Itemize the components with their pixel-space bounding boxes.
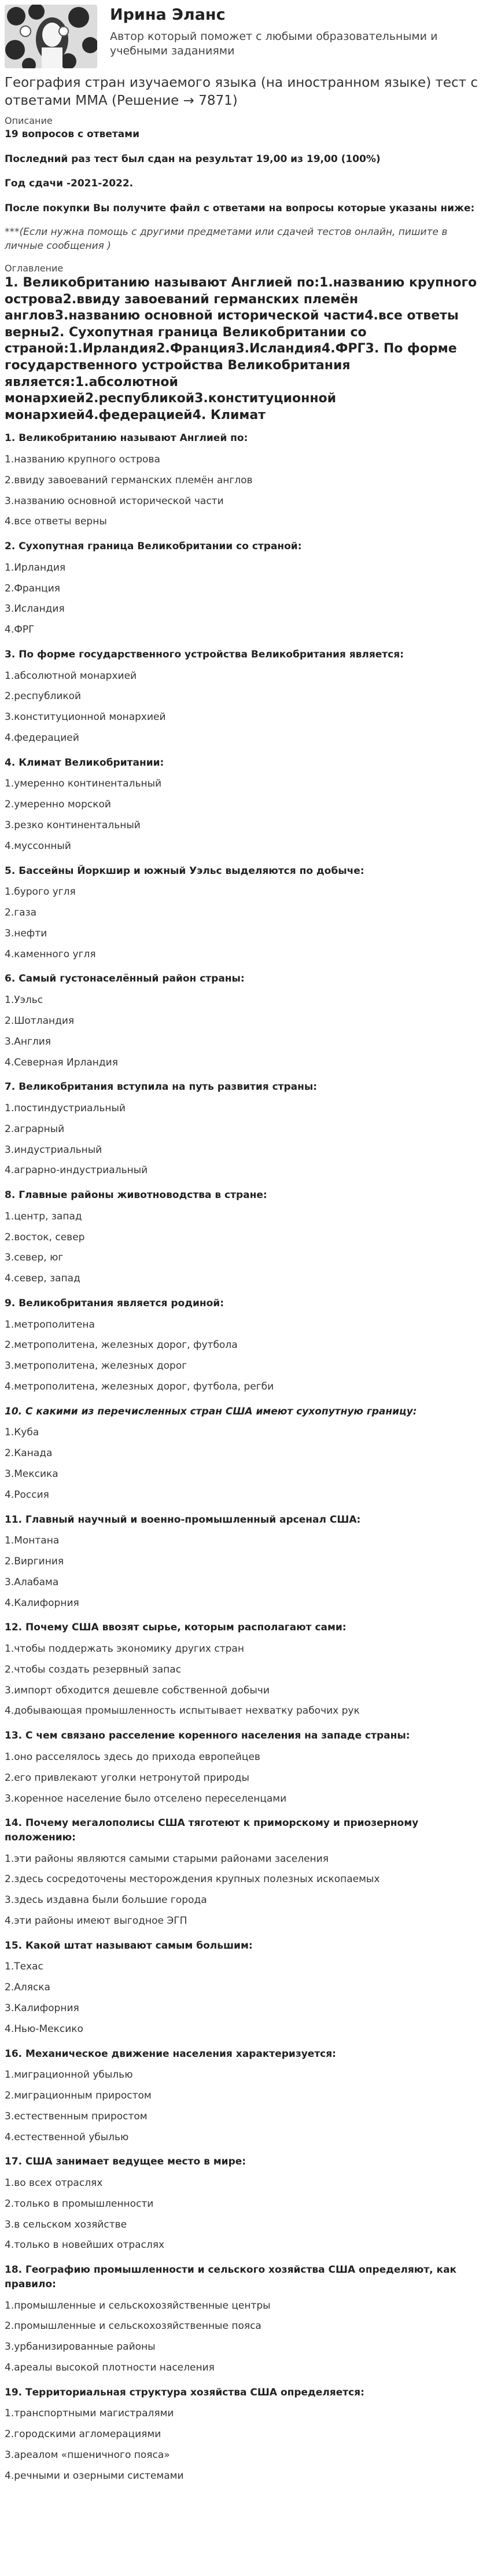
answer-option: 2.Аляска bbox=[5, 1982, 50, 1994]
answer-option: 1.метрополитена bbox=[5, 1318, 95, 1331]
question-title: 5. Бассейны Йоркшир и южный Уэльс выделяются по добыче: bbox=[5, 865, 364, 877]
question-title: 16. Механическое движение населения характеризуется: bbox=[5, 2048, 336, 2060]
answer-option: 2.аграрный bbox=[5, 1123, 65, 1135]
answer-option: 4.Северная Ирландия bbox=[5, 1056, 118, 1068]
question-title: 6. Самый густонаселённый район страны: bbox=[5, 973, 245, 985]
answer-option: 1.миграционной убылью bbox=[5, 2069, 133, 2081]
author-name[interactable]: Ирина Эланс bbox=[110, 6, 226, 24]
author-photo-icon bbox=[5, 5, 97, 68]
answer-option: 2.Канада bbox=[5, 1447, 53, 1460]
question-block bbox=[0, 640, 490, 748]
answer-option: 3.импорт обходится дешевле собственной добычи bbox=[5, 1684, 270, 1696]
question-block bbox=[0, 2147, 490, 2255]
answer-option: 4.добывающая промышленность испытывает нехватку рабочих рук bbox=[5, 1705, 360, 1717]
answer-option: 4.Калифорния bbox=[5, 1597, 79, 1609]
question-title: 15. Какой штат называют самым большим: bbox=[5, 1939, 253, 1952]
answer-option: 2.чтобы создать резервный запас bbox=[5, 1663, 182, 1675]
answer-option: 3.естественным приростом bbox=[5, 2110, 148, 2122]
answer-option: 2.Виргиния bbox=[5, 1556, 64, 1568]
answer-option: 4.муссонный bbox=[5, 840, 71, 852]
question-block bbox=[0, 1809, 490, 1931]
answer-option: 2.его привлекают уголки нетронутой природы bbox=[5, 1772, 249, 1784]
answer-option: 2.здесь сосредоточены месторождения крупных полезных ископаемых bbox=[5, 1873, 380, 1886]
answer-option: 1.чтобы поддержать экономику других стран bbox=[5, 1643, 244, 1655]
question-block bbox=[0, 2040, 490, 2148]
answer-option: 4.аграрно-индустриальный bbox=[5, 1164, 148, 1177]
answer-option: 3.конституционной монархией bbox=[5, 711, 166, 723]
question-block bbox=[0, 532, 490, 640]
answer-option: 3.коренное население было отселено переселенцами bbox=[5, 1792, 287, 1805]
answer-option: 4.Нью-Мексико bbox=[5, 2023, 83, 2035]
answer-option: 1.абсолютной монархией bbox=[5, 670, 137, 682]
question-block bbox=[0, 1181, 490, 1289]
answer-option: 4.только в новейших отраслях bbox=[5, 2239, 165, 2251]
answer-option: 2.промышленные и сельскохозяйственные пояса bbox=[5, 2320, 261, 2332]
answer-option: 2.республикой bbox=[5, 690, 82, 703]
question-title: 19. Территориальная структура хозяйства США определяется: bbox=[5, 2386, 364, 2398]
questions-list bbox=[0, 424, 490, 2486]
answer-option: 3.север, юг bbox=[5, 1252, 64, 1264]
question-block bbox=[0, 857, 490, 965]
answer-option: 4.все ответы верны bbox=[5, 516, 107, 528]
answer-option: 4.естественной убылью bbox=[5, 2131, 129, 2143]
answer-option: 4.Россия bbox=[5, 1489, 49, 1501]
answer-option: 2.только в промышленности bbox=[5, 2197, 154, 2210]
author-header bbox=[0, 0, 490, 68]
question-block bbox=[0, 964, 490, 1072]
question-title: 14. Почему мегалополисы США тяготеют к приморскому и приозерному положению: bbox=[5, 1817, 419, 1843]
question-title: 12. Почему США ввозят сырье, которым располагают сами: bbox=[5, 1622, 347, 1634]
answer-option: 1.эти районы являются самыми старыми районами заселения bbox=[5, 1853, 329, 1865]
toc-text: 1. Великобританию называют Англией по:1.названию крупного острова2.ввиду завоеваний германских племён англов3.названию основной исторической части4.все ответы верны2. Сухопутная граница Великобритании со страной:1.Ирландия2.Франция3.Исландия4.ФРГ3. По форме государственного устройства Великобритания является:1.абсолютной монархией2.республикой3.конституционной монархией4.федерацией4. Климат bbox=[5, 275, 477, 422]
question-title: 9. Великобритания является родиной: bbox=[5, 1297, 224, 1309]
answer-option: 4.федерацией bbox=[5, 732, 79, 744]
answer-option: 3.Алабама bbox=[5, 1576, 59, 1588]
answer-option: 2.Шотландия bbox=[5, 1015, 75, 1027]
question-title: 11. Главный научный и военно-промышленный арсенал США: bbox=[5, 1513, 361, 1526]
answer-option: 3.ареалом «пшеничного пояса» bbox=[5, 2449, 170, 2461]
question-block bbox=[0, 748, 490, 857]
question-block bbox=[0, 1613, 490, 1721]
question-title: 7. Великобритания вступила на путь развития страны: bbox=[5, 1081, 318, 1093]
answer-option: 1.Ирландия bbox=[5, 561, 66, 574]
answer-option: 1.Техас bbox=[5, 1961, 43, 1973]
question-block bbox=[0, 1505, 490, 1614]
answer-option: 1.Монтана bbox=[5, 1535, 60, 1547]
questions-count: 19 вопросов с ответами bbox=[5, 128, 139, 141]
answer-option: 4.ареалы высокой плотности населения bbox=[5, 2361, 215, 2373]
answer-option: 3.метрополитена, железных дорог bbox=[5, 1360, 187, 1372]
answer-option: 1.промышленные и сельскохозяйственные центры bbox=[5, 2299, 271, 2312]
question-title: 3. По форме государственного устройства Великобритания является: bbox=[5, 649, 404, 660]
answer-option: 1.постиндустриальный bbox=[5, 1102, 126, 1114]
exam-year: Год сдачи -2021-2022. bbox=[5, 178, 134, 190]
answer-option: 2.ввиду завоеваний германских племён англов bbox=[5, 474, 253, 486]
question-title: 13. С чем связано расселение коренного населения на западе страны: bbox=[5, 1730, 410, 1742]
answer-option: 4.каменного угля bbox=[5, 948, 96, 960]
answer-option: 3.индустриальный bbox=[5, 1144, 102, 1156]
answer-option: 3.урбанизированные районы bbox=[5, 2341, 156, 2353]
question-title: 1. Великобританию называют Англией по: bbox=[5, 432, 248, 444]
question-block bbox=[0, 1072, 490, 1181]
author-info bbox=[97, 5, 469, 58]
answer-option: 3.нефти bbox=[5, 927, 47, 939]
answer-option: 1.во всех отраслях bbox=[5, 2177, 103, 2189]
answer-option: 4.север, запад bbox=[5, 1273, 80, 1285]
answer-option: 1.умеренно континентальный bbox=[5, 778, 162, 790]
question-block bbox=[0, 1397, 490, 1505]
answer-option: 1.центр, запад bbox=[5, 1210, 82, 1222]
answer-option: 3.резко континентальный bbox=[5, 820, 141, 832]
question-block bbox=[0, 1289, 490, 1397]
question-block bbox=[0, 1721, 490, 1809]
author-avatar[interactable] bbox=[5, 5, 97, 68]
description-label: Описание bbox=[5, 115, 53, 127]
question-title: 10. С какими из перечисленных стран США имеют сухопутную границу: bbox=[5, 1405, 417, 1417]
purchase-note: После покупки Вы получите файл с ответами на вопросы которые указаны ниже: bbox=[5, 203, 475, 215]
answer-option: 1.названию крупного острова bbox=[5, 453, 160, 465]
help-note: ***(Если нужна помощь с другими предметами или сдачей тестов онлайн, пишите в личные сообщения ) bbox=[5, 226, 448, 252]
answer-option: 2.миграционным приростом bbox=[5, 2090, 152, 2102]
answer-option: 2.газа bbox=[5, 907, 37, 919]
answer-option: 3.здесь издавна были большие города bbox=[5, 1894, 207, 1906]
question-title: 18. Географию промышленности и сельского хозяйства США определяют, как правило: bbox=[5, 2264, 457, 2290]
answer-option: 1.бурого угля bbox=[5, 886, 76, 898]
answer-option: 4.ФРГ bbox=[5, 624, 35, 636]
answer-option: 1.оно расселялось здесь до прихода европейцев bbox=[5, 1751, 260, 1763]
question-title: 8. Главные районы животноводства в стране: bbox=[5, 1189, 267, 1201]
question-title: 2. Сухопутная граница Великобритании со страной: bbox=[5, 541, 302, 553]
toc-label: Оглавление bbox=[5, 263, 64, 274]
question-block bbox=[0, 1931, 490, 2040]
answer-option: 2.умеренно морской bbox=[5, 799, 111, 811]
answer-option: 4.метрополитена, железных дорог, футбола, регби bbox=[5, 1381, 274, 1392]
answer-option: 4.речными и озерными системами bbox=[5, 2470, 184, 2482]
answer-option: 2.метрополитена, железных дорог, футбола bbox=[5, 1339, 238, 1351]
question-title: 4. Климат Великобритании: bbox=[5, 756, 164, 769]
answer-option: 1.Куба bbox=[5, 1427, 39, 1439]
question-block bbox=[0, 424, 490, 532]
last-result: Последний раз тест был сдан на результат 19,00 из 19,00 (100%) bbox=[5, 153, 381, 165]
question-title: 17. США занимает ведущее место в мире: bbox=[5, 2156, 246, 2168]
answer-option: 1.транспортными магистралями bbox=[5, 2408, 174, 2420]
answer-option: 3.Исландия bbox=[5, 603, 65, 615]
page-title: География стран изучаемого языка (на иностранном языке) тест с ответами ММА (Решение → 7871) bbox=[5, 75, 478, 108]
answer-option: 3.в сельском хозяйстве bbox=[5, 2218, 127, 2230]
question-block bbox=[0, 2255, 490, 2377]
answer-option: 2.городскими агломерациями bbox=[5, 2428, 161, 2441]
answer-option: 1.Уэльс bbox=[5, 994, 43, 1006]
answer-option: 3.Англия bbox=[5, 1035, 51, 1048]
question-block bbox=[0, 2378, 490, 2486]
author-description: Автор который поможет с любыми образовательными и учебными заданиями bbox=[110, 30, 438, 57]
answer-option: 3.Калифорния bbox=[5, 2002, 79, 2015]
answer-option: 3.Мексика bbox=[5, 1468, 58, 1480]
answer-option: 3.названию основной исторической части bbox=[5, 495, 224, 507]
answer-option: 2.восток, север bbox=[5, 1231, 85, 1243]
answer-option: 4.эти районы имеют выгодное ЭГП bbox=[5, 1914, 187, 1927]
answer-option: 2.Франция bbox=[5, 582, 61, 594]
